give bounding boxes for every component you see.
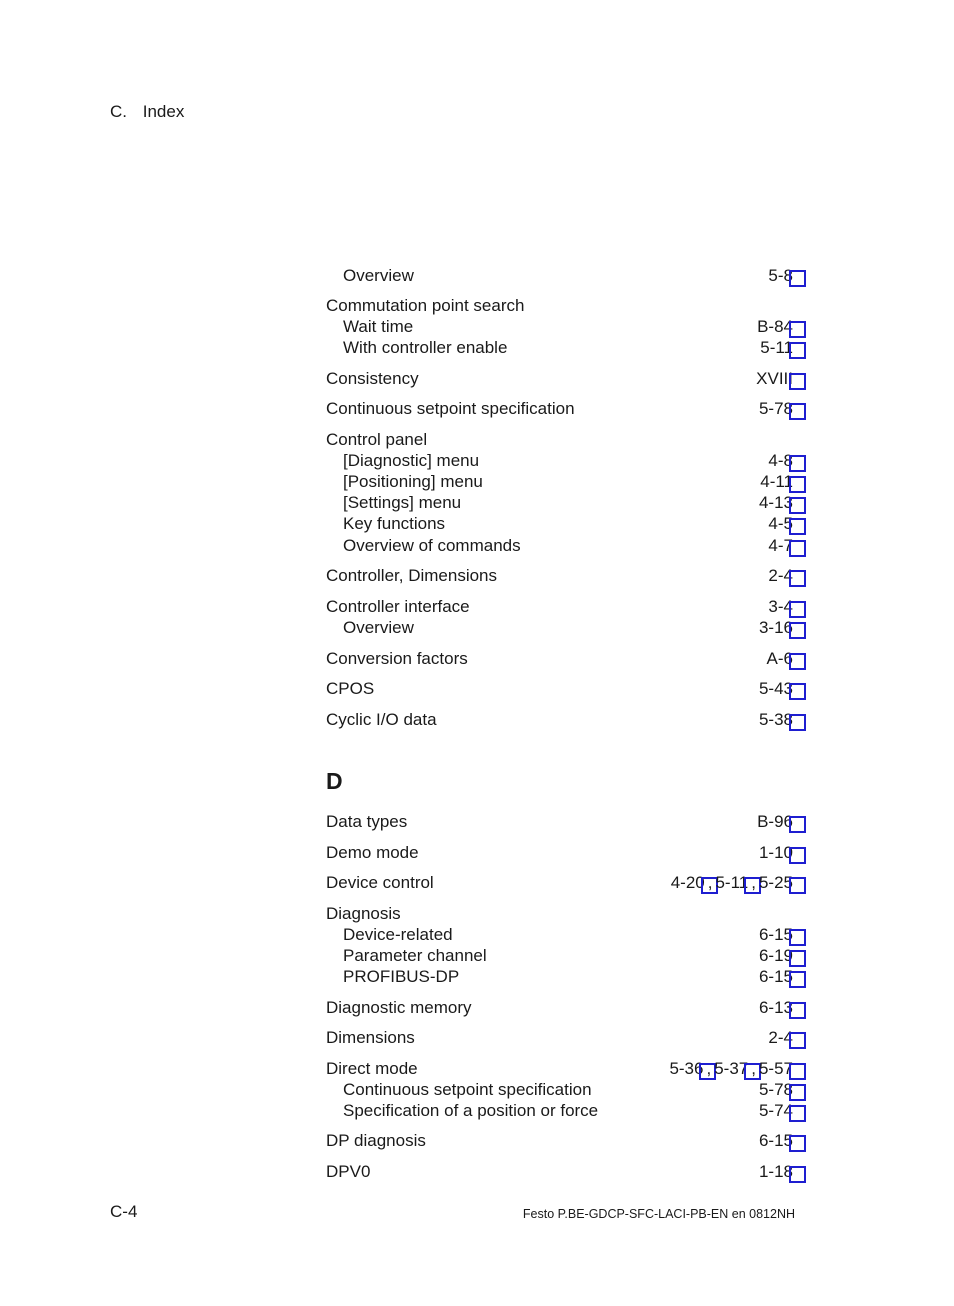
page-refs: [757, 811, 793, 832]
page-refs: [760, 337, 793, 358]
separator: ,: [707, 873, 713, 892]
entry-text: Overview: [343, 618, 414, 637]
chapter-title: Index: [142, 102, 185, 121]
entry-text: Data types: [326, 812, 408, 831]
page-link[interactable]: [714, 1058, 748, 1079]
page-link-label: 6-15: [758, 1131, 793, 1150]
page-link-label: 5-78: [758, 399, 793, 418]
document-id: Festo P.BE-GDCP-SFC-LACI-PB-EN en 0812NH: [522, 1207, 795, 1221]
page-link[interactable]: [768, 565, 793, 586]
page-link[interactable]: [768, 535, 793, 556]
page-link-label: 6-15: [758, 925, 793, 944]
page-link[interactable]: [768, 513, 793, 534]
index-entry: [326, 398, 796, 419]
page-link[interactable]: [760, 471, 793, 492]
page-link[interactable]: [768, 450, 793, 471]
index-entry: [326, 368, 796, 389]
index-entry: [326, 565, 796, 586]
page-refs: [759, 1130, 793, 1151]
index-entry: [326, 295, 796, 316]
entry-text: Dimensions: [326, 1028, 415, 1047]
page-link-label: 5-25: [758, 873, 793, 892]
page-refs: [768, 450, 793, 471]
page-link[interactable]: [768, 596, 793, 617]
page-link[interactable]: [767, 648, 793, 669]
entry-text: Overview of commands: [343, 536, 521, 555]
entry-text: Wait time: [343, 317, 414, 336]
page-link-label: A-6: [766, 649, 793, 668]
chapter-number: C.: [110, 102, 127, 121]
index-entry: [326, 1058, 796, 1079]
page-link[interactable]: [759, 398, 793, 419]
entry-text: Key functions: [343, 514, 446, 533]
page-link[interactable]: [715, 872, 748, 893]
separator: ,: [751, 873, 756, 892]
page-link-label: 5-36: [669, 1059, 704, 1078]
page-refs: [760, 471, 793, 492]
page-refs: [756, 368, 793, 389]
entry-text: CPOS: [326, 679, 375, 698]
page-link[interactable]: [759, 997, 793, 1018]
page-link[interactable]: [768, 1027, 793, 1048]
index-subentry: [326, 924, 796, 945]
page-refs: [759, 997, 793, 1018]
page-link[interactable]: [669, 1058, 703, 1079]
page-link-label: 5-43: [758, 679, 793, 698]
page-refs: [759, 1161, 793, 1182]
entry-text: Continuous setpoint specification: [343, 1080, 592, 1099]
page-link[interactable]: [759, 709, 793, 730]
page-link-label: 2-4: [768, 566, 793, 585]
entry-text: Specification of a position or force: [343, 1101, 599, 1120]
page-link[interactable]: [759, 1161, 793, 1182]
entry-text: [Diagnostic] menu: [343, 451, 480, 470]
page-refs: [768, 535, 793, 556]
page-header: [110, 102, 184, 122]
page-link[interactable]: [760, 337, 793, 358]
page-refs: [759, 709, 793, 730]
entry-text: With controller enable: [343, 338, 508, 357]
entry-text: Controller, Dimensions: [326, 566, 498, 585]
entry-text: DPV0: [326, 1162, 371, 1181]
page-link[interactable]: [759, 1100, 793, 1121]
page-number: C-4: [110, 1202, 138, 1221]
page-link-label: XVIII: [756, 369, 793, 388]
page-refs: [768, 265, 793, 286]
index-subentry: [326, 513, 796, 534]
page-link-label: 1-10: [758, 843, 793, 862]
page-refs: [757, 316, 793, 337]
page-refs: [759, 492, 793, 513]
entry-text: PROFIBUS-DP: [343, 967, 460, 986]
entry-text: Control panel: [326, 430, 428, 449]
entry-text: DP diagnosis: [326, 1131, 426, 1150]
page-link[interactable]: [759, 617, 793, 638]
page-link-label: 5-78: [758, 1080, 793, 1099]
page-link[interactable]: [759, 1058, 793, 1079]
index-entry: [326, 596, 796, 617]
index-entry: [326, 429, 796, 450]
page-link-label: 3-4: [768, 597, 793, 616]
entry-text: Device-related: [343, 925, 453, 944]
page-link[interactable]: [759, 945, 793, 966]
entry-text: Demo mode: [326, 843, 419, 862]
page-link[interactable]: [759, 1079, 793, 1100]
page-link[interactable]: [756, 368, 793, 389]
page-link[interactable]: [759, 842, 793, 863]
page-link-label: 4-20: [670, 873, 705, 892]
page-link-label: 5-11: [715, 873, 749, 892]
index-entry: [326, 1130, 796, 1151]
page-refs: [759, 1100, 793, 1121]
page-refs: [768, 513, 793, 534]
page-link[interactable]: [757, 811, 793, 832]
index-entry: [326, 1161, 796, 1182]
page-refs: [768, 1027, 793, 1048]
index-entry: [326, 811, 796, 832]
page-link[interactable]: [768, 265, 793, 286]
entry-text: Diagnostic memory: [326, 998, 472, 1017]
index-subentry: [326, 337, 796, 358]
index-subentry: [326, 966, 796, 987]
index-entry: [326, 842, 796, 863]
index-entry: [326, 678, 796, 699]
page-link-label: 5-37: [714, 1059, 749, 1078]
page-link-label: 4-8: [768, 451, 793, 470]
page-link-label: 5-8: [768, 266, 793, 285]
page-refs: [767, 648, 793, 669]
index-subentry: [326, 492, 796, 513]
entry-text: Parameter channel: [343, 946, 487, 965]
page-link-label: 5-74: [758, 1101, 793, 1120]
index-entry: [326, 997, 796, 1018]
index-subentry: [326, 945, 796, 966]
page-refs: [759, 678, 793, 699]
entry-text: Device control: [326, 873, 434, 892]
page-link-label: 4-7: [768, 536, 793, 555]
entry-text: Direct mode: [326, 1059, 418, 1078]
page-link-label: 6-19: [758, 946, 793, 965]
index-subentry: [326, 617, 796, 638]
section-letter-d: D: [326, 768, 343, 794]
page-link-label: 4-13: [758, 493, 793, 512]
page-refs: [671, 872, 793, 893]
page-link[interactable]: [759, 492, 793, 513]
index-entry: [326, 1027, 796, 1048]
page-refs: [759, 945, 793, 966]
index-entry: [326, 903, 796, 924]
page-link[interactable]: [757, 316, 793, 337]
page-link-label: B-96: [757, 812, 793, 831]
page-link-label: B-84: [757, 317, 793, 336]
index-subentry: [326, 450, 796, 471]
page-link-label: 6-13: [758, 998, 793, 1017]
index-subentry: [326, 1079, 796, 1100]
page-link[interactable]: [759, 924, 793, 945]
page-refs: [759, 398, 793, 419]
entry-text: Cyclic I/O data: [326, 710, 437, 729]
page-refs: [768, 565, 793, 586]
index-subentry: [326, 316, 796, 337]
page-link-label: 4-11: [760, 472, 793, 491]
index-subentry: [326, 1100, 796, 1121]
index-entry: [326, 872, 796, 893]
page-refs: [759, 924, 793, 945]
entry-text: Continuous setpoint specification: [326, 399, 575, 418]
separator: ,: [706, 1059, 712, 1078]
entry-text: [Settings] menu: [343, 493, 462, 512]
index-entry: [326, 648, 796, 669]
page-refs: [759, 842, 793, 863]
page-link-label: 5-38: [758, 710, 793, 729]
index-entry: [326, 709, 796, 730]
index-subentry: [326, 265, 796, 286]
entry-text: Diagnosis: [326, 904, 401, 923]
page-link-label: 3-16: [758, 618, 793, 637]
entry-text: Conversion factors: [326, 649, 468, 668]
index-subentry: [326, 535, 796, 556]
page-link[interactable]: [759, 872, 793, 893]
entry-text: Commutation point search: [326, 296, 525, 315]
page-link[interactable]: [759, 678, 793, 699]
page-refs: [768, 596, 793, 617]
page-link-label: 5-57: [758, 1059, 793, 1078]
page-link-label: 4-5: [768, 514, 793, 533]
entry-text: Controller interface: [326, 597, 470, 616]
page-refs: [759, 1079, 793, 1100]
page-refs: [759, 966, 793, 987]
page-link[interactable]: [759, 966, 793, 987]
page-link-label: 2-4: [768, 1028, 793, 1047]
page-link-label: 6-15: [758, 967, 793, 986]
entry-text: Overview: [343, 266, 414, 285]
page-link-label: 1-18: [758, 1162, 793, 1181]
separator: ,: [751, 1059, 756, 1078]
page-link-label: 5-11: [760, 338, 793, 357]
entry-text: Consistency: [326, 369, 419, 388]
index-subentry: [326, 471, 796, 492]
entry-text: [Positioning] menu: [343, 472, 483, 491]
page-link[interactable]: [671, 872, 705, 893]
page-refs: [759, 617, 793, 638]
page-refs: [669, 1058, 793, 1079]
page-link[interactable]: [759, 1130, 793, 1151]
